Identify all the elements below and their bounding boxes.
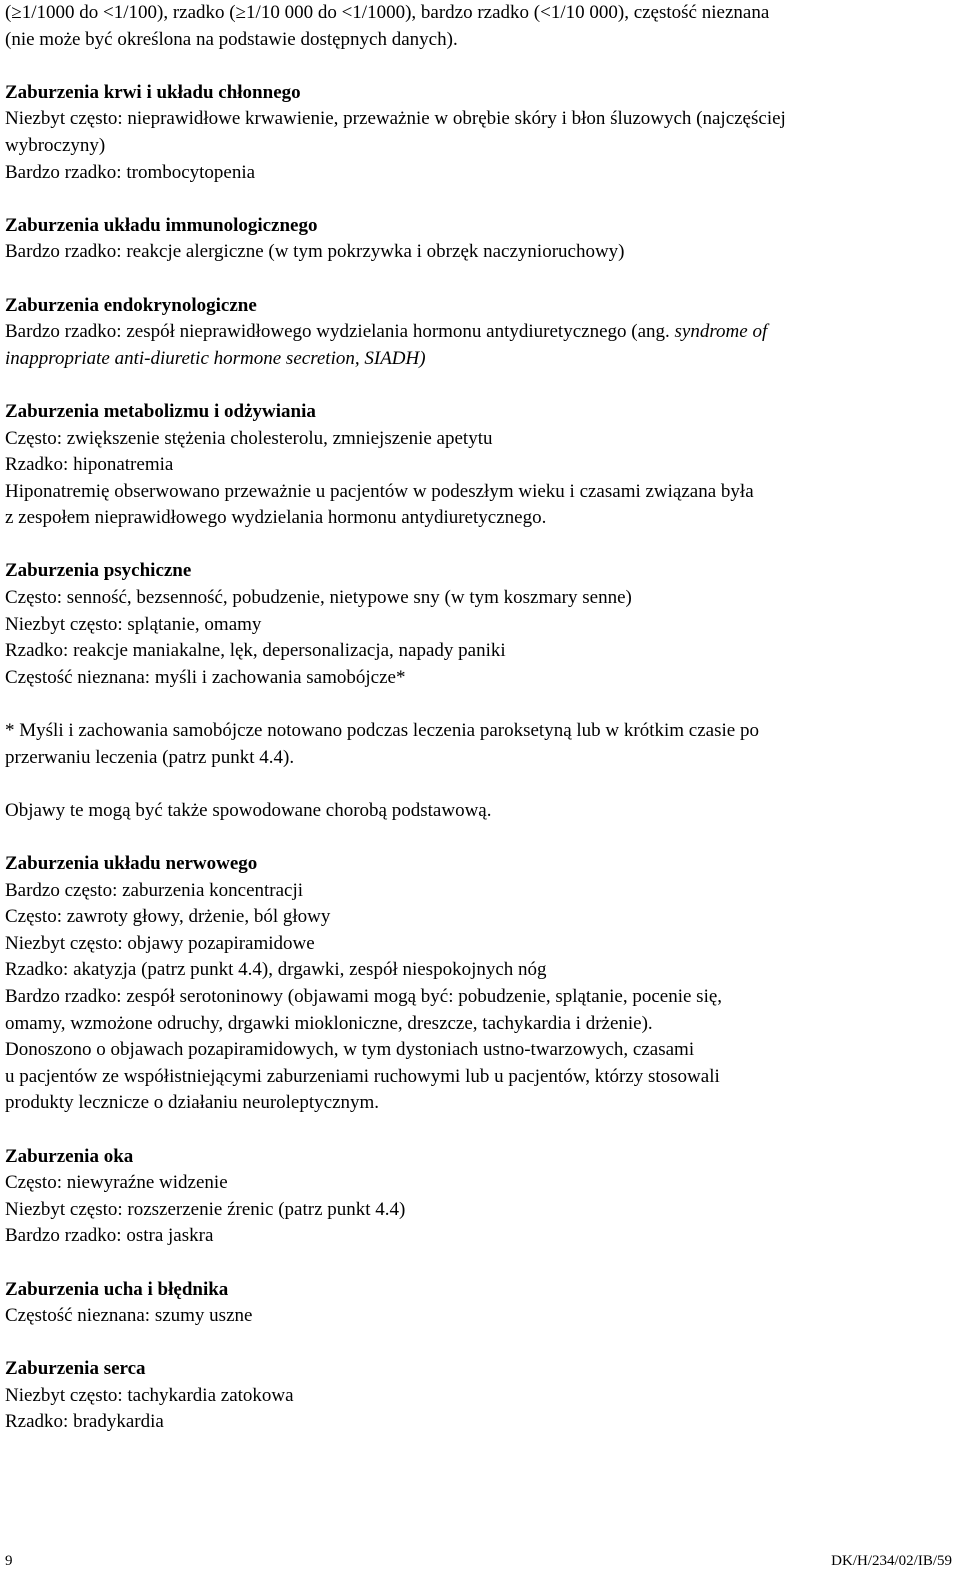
section-title-heart: Zaburzenia serca	[5, 1358, 146, 1380]
intro-line-2: (nie może być określona na podstawie dostępnych danych).	[5, 28, 458, 50]
nervous-line-9: produkty lecznicze o działaniu neuroleptycznym.	[5, 1092, 380, 1114]
eye-line-2: Niezbyt często: rozszerzenie źrenic (patrz punkt 4.4)	[5, 1198, 406, 1220]
document-page	[5, 0, 940, 1436]
endocrine-italic-1: syndrome of	[674, 321, 768, 343]
nervous-line-6: omamy, wzmożone odruchy, drgawki miokloniczne, dreszcze, tachykardia i drżenie).	[5, 1012, 653, 1034]
nervous-line-7: Donoszono o objawach pozapiramidowych, w tym dystoniach ustno-twarzowych, czasami	[5, 1039, 695, 1061]
symptoms-note: Objawy te mogą być także spowodowane chorobą podstawową.	[5, 799, 492, 821]
section-title-ear: Zaburzenia ucha i błędnika	[5, 1278, 229, 1300]
psychiatric-line-3: Rzadko: reakcje maniakalne, lęk, depersonalizacja, napady paniki	[5, 640, 506, 662]
nervous-line-3: Niezbyt często: objawy pozapiramidowe	[5, 932, 315, 954]
blood-line-2: wybroczyny)	[5, 134, 106, 156]
nervous-line-8: u pacjentów ze współistniejącymi zaburzeniami ruchowymi lub u pacjentów, którzy stosowali	[5, 1065, 720, 1087]
metabolism-line-2: Rzadko: hiponatremia	[5, 454, 174, 476]
psychiatric-line-4: Częstość nieznana: myśli i zachowania samobójcze*	[5, 666, 406, 688]
intro-line-1: (≥1/1000 do <1/100), rzadko (≥1/10 000 do <1/1000), bardzo rzadko (<1/10 000), częstość nieznana	[5, 2, 770, 23]
heart-line-1: Niezbyt często: tachykardia zatokowa	[5, 1384, 294, 1406]
metabolism-line-1: Często: zwiększenie stężenia cholesterolu, zmniejszenie apetytu	[5, 427, 493, 449]
metabolism-line-3: Hiponatremię obserwowano przeważnie u pacjentów w podeszłym wieku i czasami związana była	[5, 480, 754, 502]
psychiatric-line-2: Niezbyt często: splątanie, omamy	[5, 613, 262, 635]
psychiatric-line-1: Często: senność, bezsenność, pobudzenie, nietypowe sny (w tym koszmary senne)	[5, 587, 632, 609]
section-title-metabolism: Zaburzenia metabolizmu i odżywiania	[5, 400, 316, 422]
nervous-line-4: Rzadko: akatyzja (patrz punkt 4.4), drgawki, zespół niespokojnych nóg	[5, 959, 547, 981]
section-title-nervous: Zaburzenia układu nerwowego	[5, 853, 258, 874]
section-title-blood: Zaburzenia krwi i układu chłonnego	[5, 81, 301, 103]
section-title-immune: Zaburzenia układu immunologicznego	[5, 214, 318, 236]
section-title-eye: Zaburzenia oka	[5, 1145, 134, 1167]
document-code: DK/H/234/02/IB/59	[831, 1553, 952, 1569]
nervous-line-1: Bardzo często: zaburzenia koncentracji	[5, 879, 304, 901]
nervous-line-5: Bardzo rzadko: zespół serotoninowy (objawami mogą być: pobudzenie, splątanie, pocenie się,	[5, 985, 723, 1007]
section-title-psychiatric: Zaburzenia psychiczne	[5, 560, 192, 582]
page-number: 9	[5, 1553, 13, 1569]
ear-line-1: Częstość nieznana: szumy uszne	[5, 1305, 253, 1327]
metabolism-line-4: z zespołem nieprawidłowego wydzielania hormonu antydiuretycznego.	[5, 507, 547, 529]
nervous-line-2: Często: zawroty głowy, drżenie, ból głowy	[5, 906, 331, 928]
endocrine-text: Bardzo rzadko: zespół nieprawidłowego wydzielania hormonu antydiuretycznego (ang.	[5, 321, 675, 343]
immune-line-1: Bardzo rzadko: reakcje alergiczne (w tym pokrzywka i obrzęk naczynioruchowy)	[5, 241, 625, 263]
endocrine-line-2: inappropriate anti-diuretic hormone secretion, SIADH)	[5, 347, 426, 369]
eye-line-1: Często: niewyraźne widzenie	[5, 1172, 228, 1194]
blood-line-3: Bardzo rzadko: trombocytopenia	[5, 161, 256, 183]
footnote-line-1: * Myśli i zachowania samobójcze notowano podczas leczenia paroksetyną lub w krótkim czasie po	[5, 720, 759, 742]
heart-line-2: Rzadko: bradykardia	[5, 1411, 164, 1433]
endocrine-line-1	[5, 319, 940, 346]
section-title-endocrine: Zaburzenia endokrynologiczne	[5, 294, 257, 316]
footnote-line-2: przerwaniu leczenia (patrz punkt 4.4).	[5, 746, 295, 768]
eye-line-3: Bardzo rzadko: ostra jaskra	[5, 1225, 214, 1247]
blood-line-1: Niezbyt często: nieprawidłowe krwawienie, przeważnie w obrębie skóry i błon śluzowych (najczęściej	[5, 108, 786, 130]
